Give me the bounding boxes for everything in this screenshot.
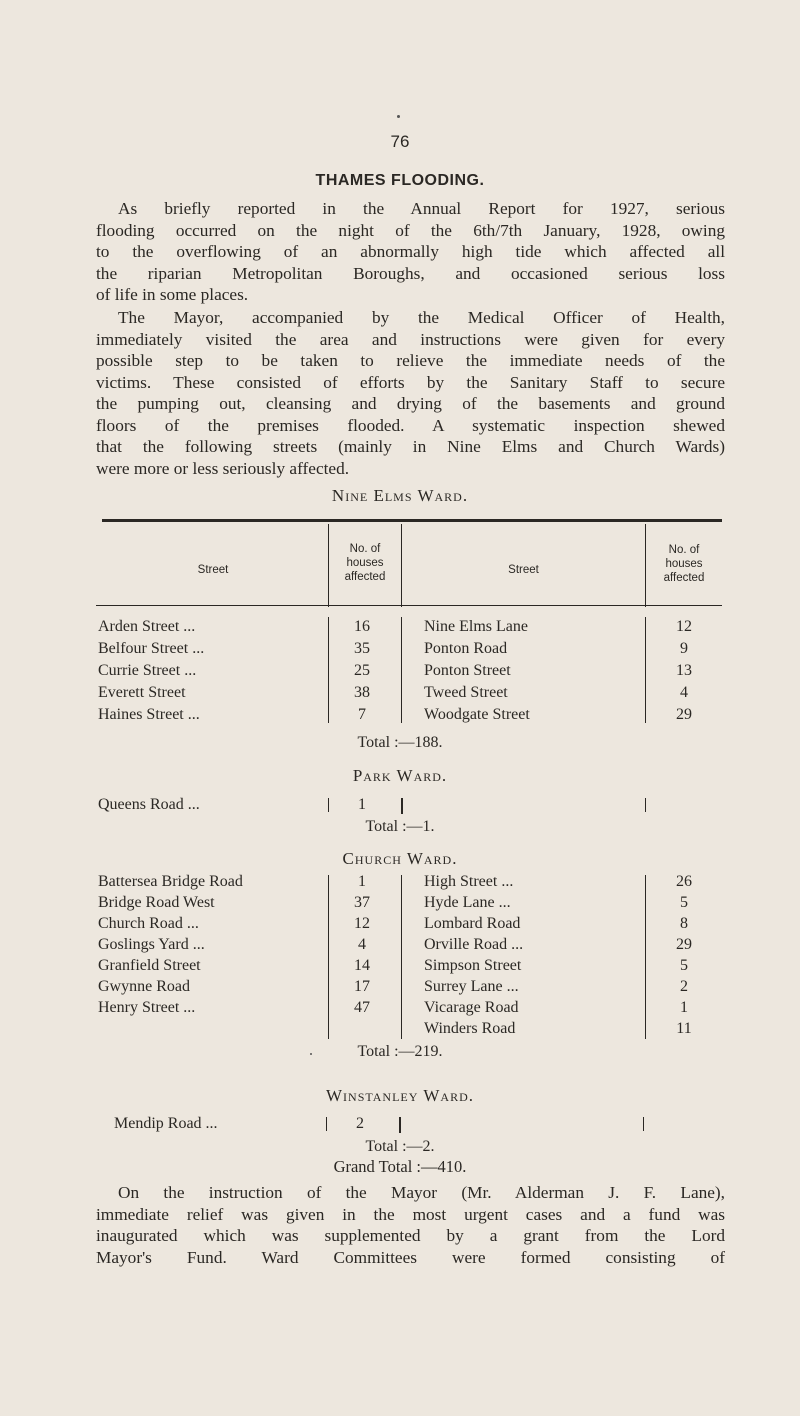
column-divider	[326, 1117, 327, 1131]
house-count: 1	[680, 999, 688, 1016]
ward-total-church: Total :—219.	[357, 1043, 443, 1060]
street-name: Tweed Street	[424, 684, 508, 701]
paragraph-line: the pumping out, cleansing and drying of the basements and ground	[96, 394, 725, 413]
paragraph-line: flooding occurred on the night of the 6th/7th January, 1928, owing	[96, 220, 725, 240]
house-count: 13	[676, 662, 692, 679]
paragraph-line: inaugurated which was supplemented by a grant from the Lord	[96, 1226, 725, 1245]
table-row	[98, 913, 718, 934]
header-line: houses	[665, 558, 703, 570]
house-count: 12	[354, 915, 370, 932]
ward-total-winstanley: Total :—2.	[365, 1138, 435, 1155]
house-count: 17	[354, 978, 370, 995]
house-count: 1	[358, 796, 366, 813]
table-top-rule	[102, 519, 722, 522]
paragraph-line: immediate relief was given in the most urgent cases and a fund was	[96, 1204, 725, 1224]
street-name: Ponton Street	[424, 662, 511, 679]
house-count: 12	[676, 618, 692, 635]
street-name: Hyde Lane ...	[424, 894, 511, 911]
street-name: Belfour Street ...	[98, 640, 205, 657]
house-count: 1	[358, 873, 366, 890]
table-row	[98, 892, 718, 913]
column-divider	[399, 1117, 401, 1133]
house-count: 14	[354, 957, 370, 974]
header-line: No. of	[349, 543, 381, 555]
header-street-right: Street	[508, 564, 539, 576]
house-count: 4	[358, 936, 366, 953]
ward-heading-nine-elms: Nine Elms Ward.	[331, 486, 469, 505]
table-row	[98, 1113, 718, 1135]
street-name: Mendip Road ...	[114, 1115, 218, 1132]
paragraph-line: On the instruction of the Mayor (Mr. Alderman J. F. Lane),	[118, 1183, 725, 1202]
header-line: affected	[344, 571, 386, 583]
grand-total: Grand Total :—410.	[333, 1157, 467, 1176]
paragraph-line: possible step to be taken to relieve the immediate needs of the	[96, 351, 725, 370]
house-count: 29	[676, 706, 692, 723]
house-count: 25	[354, 662, 370, 679]
street-name: Church Road ...	[98, 915, 199, 932]
page-number: 76	[390, 132, 410, 151]
street-name: Henry Street ...	[98, 999, 196, 1016]
street-name: Arden Street ...	[98, 618, 196, 635]
house-count: 9	[680, 640, 688, 657]
street-name: Woodgate Street	[424, 706, 530, 723]
church-rows	[98, 871, 718, 1039]
street-name: Bridge Road West	[98, 894, 215, 911]
table-row	[98, 704, 718, 726]
street-name: Queens Road ...	[98, 796, 200, 813]
ink-speck	[310, 1053, 312, 1055]
house-count: 5	[680, 894, 688, 911]
table-row	[98, 871, 718, 892]
header-houses-right	[646, 543, 722, 585]
paragraph-line: Mayor's Fund. Ward Committees were formed consisting of	[96, 1247, 725, 1267]
paragraph-line: were more or less seriously affected.	[96, 458, 350, 478]
house-count: 5	[680, 957, 688, 974]
house-count: 2	[356, 1115, 364, 1132]
street-name: Goslings Yard ...	[98, 936, 205, 953]
column-divider	[328, 798, 329, 812]
table-row	[98, 638, 718, 660]
house-count: 35	[354, 640, 370, 657]
header-line: houses	[346, 557, 384, 569]
paragraph-line: floors of the premises flooded. A systematic inspection shewed	[96, 415, 725, 435]
house-count: 37	[354, 894, 370, 911]
street-name: Granfield Street	[98, 957, 201, 974]
table-row	[98, 616, 718, 638]
house-count: 4	[680, 684, 688, 701]
street-name: Gwynne Road	[98, 978, 190, 995]
paragraph-3	[96, 1182, 725, 1268]
paragraph-line: immediately visited the area and instructions were given for every	[96, 329, 725, 349]
street-name: Nine Elms Lane	[424, 618, 528, 635]
table-row	[98, 794, 718, 816]
house-count: 2	[680, 978, 688, 995]
table-row	[98, 976, 718, 997]
paragraph-line: As briefly reported in the Annual Report for 1927, serious	[118, 199, 725, 218]
street-name: Surrey Lane ...	[424, 978, 519, 995]
house-count: 47	[354, 999, 370, 1016]
table-row	[98, 955, 718, 976]
street-name: Orville Road ...	[424, 936, 524, 953]
house-count: 16	[354, 618, 370, 635]
paragraph-line: the riparian Metropolitan Boroughs, and occasioned serious loss	[96, 263, 725, 283]
table-row	[98, 1018, 718, 1039]
street-name: Battersea Bridge Road	[98, 873, 243, 890]
table-row	[98, 997, 718, 1018]
paragraph-1	[96, 198, 725, 306]
paragraph-line: The Mayor, accompanied by the Medical Officer of Health,	[118, 308, 725, 327]
house-count: 11	[676, 1020, 692, 1037]
street-name: Ponton Road	[424, 640, 508, 657]
house-count: 26	[676, 873, 692, 890]
table-row	[98, 660, 718, 682]
table-header-rule	[96, 605, 722, 606]
house-count: 38	[354, 684, 370, 701]
street-name: Vicarage Road	[424, 999, 519, 1016]
street-name: Currie Street ...	[98, 662, 197, 679]
header-line: affected	[663, 572, 705, 584]
header-street-left: Street	[197, 564, 229, 576]
paragraph-line: to the overflowing of an abnormally high tide which affected all	[96, 242, 725, 261]
section-title: THAMES FLOODING.	[315, 172, 485, 189]
ward-heading-church: Church Ward.	[342, 849, 458, 868]
ward-heading-park: Park Ward.	[352, 766, 448, 785]
column-divider	[643, 1117, 644, 1131]
street-name: Simpson Street	[424, 957, 522, 974]
nine-elms-rows	[98, 616, 718, 726]
table-row	[98, 934, 718, 955]
paragraph-line: that the following streets (mainly in Nine Elms and Church Wards)	[96, 437, 725, 456]
street-name: Haines Street ...	[98, 706, 200, 723]
house-count: 7	[358, 706, 366, 723]
street-name: High Street ...	[424, 873, 514, 890]
street-name: Everett Street	[98, 684, 186, 701]
paragraph-line: of life in some places.	[96, 285, 249, 304]
header-line: No. of	[668, 544, 700, 556]
ward-total-park: Total :—1.	[365, 818, 435, 835]
street-name: Winders Road	[424, 1020, 516, 1037]
header-houses-left	[329, 542, 401, 584]
column-divider	[401, 798, 403, 814]
paragraph-2	[96, 307, 725, 479]
ward-heading-winstanley: Winstanley Ward.	[326, 1086, 474, 1105]
paragraph-line: victims. These consisted of efforts by the Sanitary Staff to secure	[96, 372, 725, 392]
column-divider	[645, 798, 646, 812]
table-row	[98, 682, 718, 704]
house-count: 8	[680, 915, 688, 932]
ink-speck	[397, 115, 400, 118]
house-count: 29	[676, 936, 692, 953]
ward-total-nine-elms: Total :—188.	[357, 734, 443, 751]
street-name: Lombard Road	[424, 915, 521, 932]
